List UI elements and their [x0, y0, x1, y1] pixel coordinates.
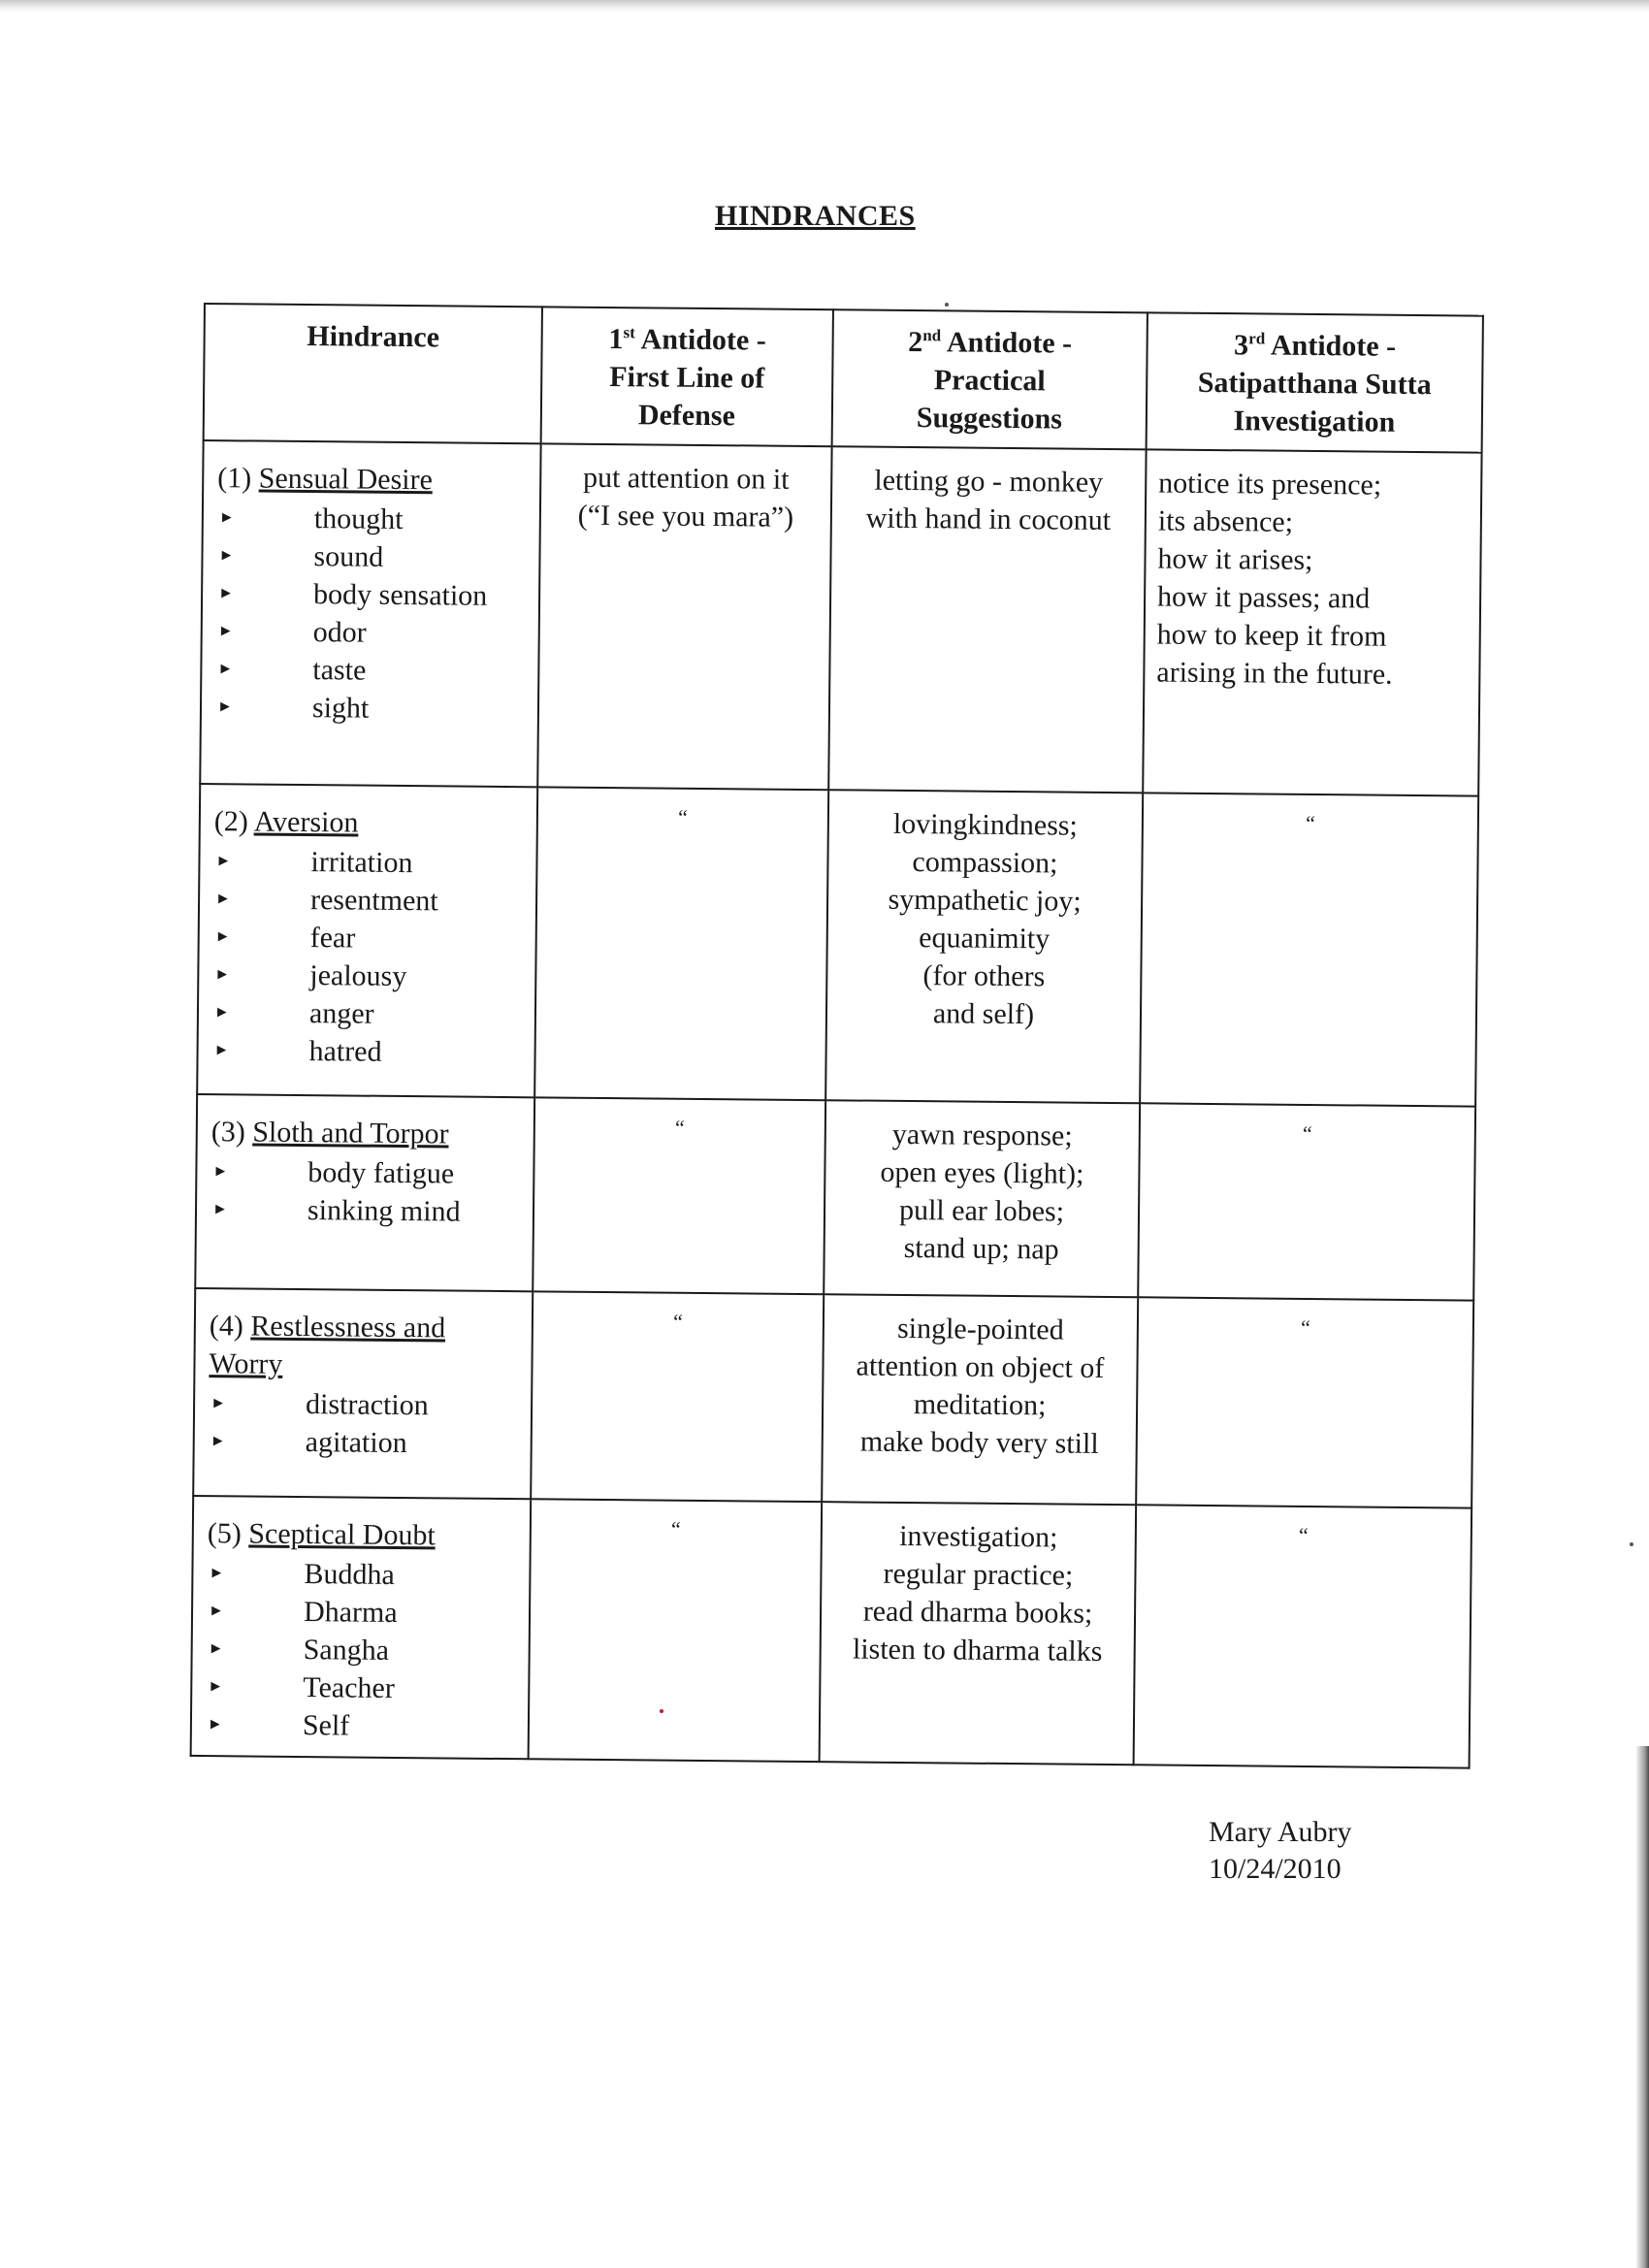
- hindrance-title: (5) Sceptical Doubt: [207, 1517, 436, 1552]
- hindrance-cell: [191, 1496, 532, 1759]
- bullet-arrow-icon: ►: [213, 1042, 230, 1059]
- table-row: [193, 1288, 1473, 1508]
- third-antidote-cell: notice its presence; its absence; how it arises; how it passes; and how to keep it from arising in the future.: [1143, 449, 1481, 795]
- header-second-antidote: 2nd Antidote - Practical Suggestions: [832, 309, 1148, 449]
- bullet-arrow-icon: ►: [214, 928, 231, 946]
- bullet-arrow-icon: ►: [215, 853, 232, 870]
- signature-date: 10/24/2010: [1209, 1853, 1342, 1885]
- ditto-mark: “: [1302, 1120, 1312, 1147]
- hindrance-cell: [197, 784, 537, 1097]
- author-name: Mary Aubry: [1209, 1816, 1352, 1848]
- bullet-arrow-icon: ►: [209, 1565, 225, 1582]
- header-third-antidote: 3rd Antidote - Satipatthana Sutta Investigation: [1147, 312, 1483, 452]
- list-item: ► sight: [215, 688, 528, 729]
- third-antidote-cell: [1138, 1103, 1475, 1300]
- ditto-mark: “: [677, 804, 688, 829]
- list-item: ► odor: [216, 612, 529, 653]
- hindrance-title: (3) Sloth and Torpor: [210, 1116, 449, 1150]
- second-antidote-cell: investigation; regular practice; read dharma books; listen to dharma talks: [820, 1502, 1137, 1765]
- list-item: ► irritation: [213, 842, 526, 883]
- bullet-arrow-icon: ►: [211, 1201, 228, 1218]
- third-antidote-cell: [1134, 1505, 1472, 1767]
- list-item: ► resentment: [213, 880, 526, 921]
- third-antidote-cell: [1140, 793, 1478, 1106]
- scan-right-edge: [1635, 1746, 1649, 2268]
- list-item: ► body sensation: [216, 574, 529, 615]
- hindrance-title: (1) Sensual Desire: [217, 462, 434, 497]
- first-antidote-cell: [533, 1097, 825, 1294]
- hindrance-title: (4) Restlessness and Worry: [209, 1310, 446, 1380]
- list-item: ► sinking mind: [210, 1190, 523, 1231]
- bullet-arrow-icon: ►: [218, 547, 235, 565]
- bullet-arrow-icon: ►: [217, 661, 234, 678]
- bullet-arrow-icon: ►: [210, 1433, 226, 1450]
- hindrance-cell: [193, 1288, 533, 1499]
- scan-speck: [945, 303, 949, 307]
- list-item: ► taste: [215, 650, 528, 691]
- hindrance-title: (2) Aversion: [213, 805, 359, 839]
- hindrance-subitems: [215, 499, 530, 729]
- list-item: ► Dharma: [207, 1592, 519, 1633]
- document-title: HINDRANCES: [715, 200, 916, 232]
- bullet-arrow-icon: ►: [208, 1678, 224, 1696]
- list-item: ► Teacher: [206, 1668, 518, 1708]
- bullet-arrow-icon: ►: [218, 509, 235, 527]
- table-row: [191, 1496, 1472, 1768]
- list-item: ► fear: [213, 918, 526, 958]
- list-item: ► hatred: [211, 1031, 524, 1072]
- hindrances-table-wrapper: [190, 303, 1482, 1769]
- hindrance-subitems: [209, 1384, 522, 1463]
- table-row: [200, 440, 1481, 796]
- bullet-arrow-icon: ►: [210, 1395, 227, 1412]
- first-antidote-cell: [531, 1291, 824, 1502]
- hindrance-subitems: [211, 842, 526, 1072]
- bullet-arrow-icon: ►: [208, 1603, 224, 1620]
- hindrance-subitems: [210, 1152, 524, 1231]
- scan-speck: [1630, 1542, 1633, 1546]
- ditto-mark: “: [1298, 1522, 1309, 1547]
- list-item: ► Sangha: [206, 1630, 518, 1670]
- second-antidote-cell: single-pointed attention on object of meditation; make body very still: [822, 1294, 1138, 1505]
- list-item: ► distraction: [209, 1384, 521, 1425]
- table-row: [197, 784, 1478, 1107]
- header-row: [204, 304, 1483, 453]
- ditto-mark: “: [672, 1309, 683, 1334]
- list-item: ► thought: [217, 499, 530, 539]
- bullet-arrow-icon: ►: [208, 1640, 224, 1658]
- bullet-arrow-icon: ►: [215, 891, 232, 908]
- hindrances-table: [190, 303, 1484, 1769]
- list-item: ► Buddha: [207, 1554, 519, 1595]
- header-first-antidote: 1st Antidote - First Line of Defense: [541, 307, 833, 446]
- ditto-mark: “: [674, 1115, 685, 1140]
- table-row: [195, 1094, 1475, 1301]
- second-antidote-cell: lovingkindness; compassion; sympathetic joy; equanimity (for others and self): [825, 790, 1143, 1103]
- bullet-arrow-icon: ►: [216, 698, 233, 716]
- hindrance-subitems: [206, 1554, 520, 1746]
- bullet-arrow-icon: ►: [218, 585, 235, 602]
- scan-top-edge: [0, 0, 1649, 14]
- hindrance-cell: [200, 440, 540, 787]
- bullet-arrow-icon: ►: [207, 1716, 223, 1733]
- bullet-arrow-icon: ►: [212, 1163, 229, 1181]
- ditto-mark: “: [670, 1516, 681, 1541]
- hindrance-cell: [195, 1094, 534, 1291]
- second-antidote-cell: yawn response; open eyes (light); pull ear lobes; stand up; nap: [824, 1100, 1140, 1297]
- header-hindrance: Hindrance: [204, 304, 542, 443]
- ditto-mark: “: [1300, 1314, 1310, 1340]
- bullet-arrow-icon: ►: [217, 623, 234, 640]
- second-antidote-cell: letting go - monkey with hand in coconut: [828, 446, 1146, 793]
- ditto-mark: “: [1305, 810, 1315, 836]
- list-item: ► anger: [212, 993, 525, 1034]
- list-item: ► agitation: [209, 1422, 521, 1463]
- list-item: ► body fatigue: [210, 1152, 523, 1193]
- third-antidote-cell: [1136, 1297, 1473, 1507]
- list-item: ► Self: [206, 1705, 518, 1746]
- list-item: ► jealousy: [212, 956, 525, 996]
- list-item: ► sound: [216, 536, 529, 577]
- first-antidote-cell: put attention on it (“I see you mara”): [537, 443, 831, 790]
- signature-block: [1209, 1814, 1351, 1888]
- first-antidote-cell: [534, 787, 828, 1100]
- first-antidote-cell: [529, 1499, 823, 1762]
- bullet-arrow-icon: ►: [214, 966, 231, 984]
- bullet-arrow-icon: ►: [213, 1004, 230, 1021]
